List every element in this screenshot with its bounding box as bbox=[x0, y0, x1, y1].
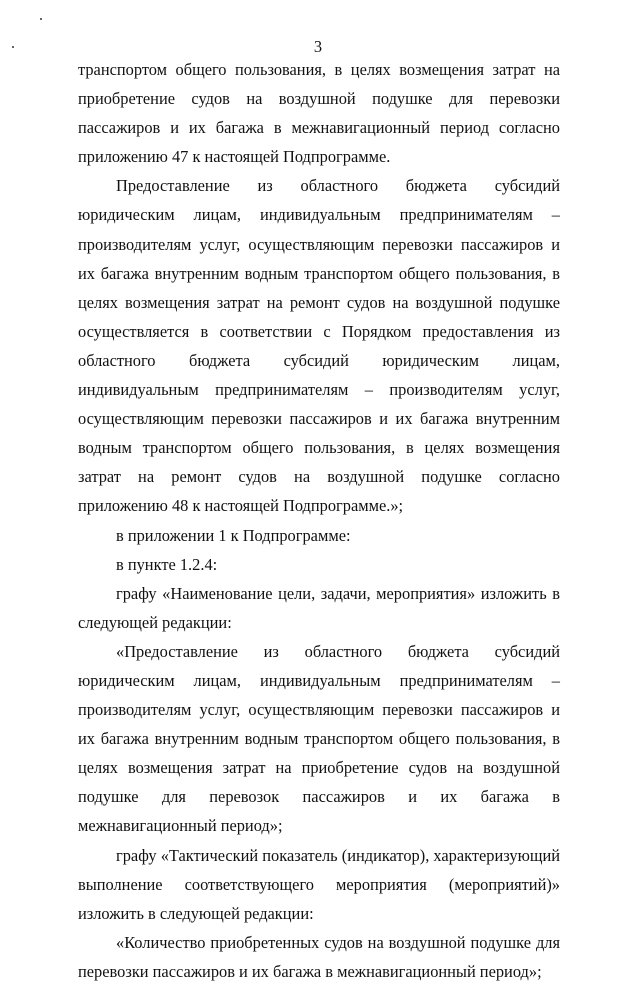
paragraph-indicator-instruction: графу «Тактический показатель (индикатор), характеризующий выполнение соответствующего мероприятия (мероприятий)» изложить в следующей редакции: bbox=[78, 845, 561, 923]
document-body bbox=[78, 55, 560, 986]
paragraph-item-1-2-4: в пункте 1.2.4: bbox=[116, 554, 218, 574]
page-number: 3 bbox=[313, 37, 323, 56]
paragraph-column-name-instruction: графу «Наименование цели, задачи, мероприятия» изложить в следующей редакции: bbox=[78, 583, 560, 632]
scan-speck bbox=[40, 18, 42, 20]
paragraph-appendix-1: в приложении 1 к Подпрограмме: bbox=[116, 525, 351, 545]
paragraph-column-name-text: «Предоставление из областного бюджета субсидий юридическим лицам, индивидуальным предпринимателям – производителям услуг, осуществляющим перевозки пассажиров и их багажа внутренним водным транспортом общего пользования, в целях возмещения затрат на приобретение судов на воздушной подушке для перевозок пассажиров и их багажа в межнавигационный период»; bbox=[78, 641, 560, 836]
paragraph-indicator-text: «Количество приобретенных судов на воздушной подушке для перевозки пассажиров и их багажа в межнавигационный период»; bbox=[78, 932, 560, 981]
paragraph-subsidy-repair-procedure: Предоставление из областного бюджета субсидий юридическим лицам, индивидуальным предпринимателям – производителям услуг, осуществляющим перевозки пассажиров и их багажа внутренним водным транспортом общего пользования, в целях возмещения затрат на ремонт судов на воздушной подушке осуществляется в соответствии с Порядком предоставления из областного бюджета субсидий юридическим лицам, индивидуальным предпринимателям – производителям услуг, осуществляющим перевозки пассажиров и их багажа внутренним водным транспортом общего пользования, в целях возмещения затрат на ремонт судов на воздушной подушке согласно приложению 48 к настоящей Подпрограмме.»; bbox=[78, 176, 560, 516]
paragraph-continuation: транспортом общего пользования, в целях возмещения затрат на приобретение судов на воздушной подушке для перевозки пассажиров и их багажа в межнавигационный период согласно приложению 47 к настоящей Подпрограмме. bbox=[78, 60, 560, 167]
